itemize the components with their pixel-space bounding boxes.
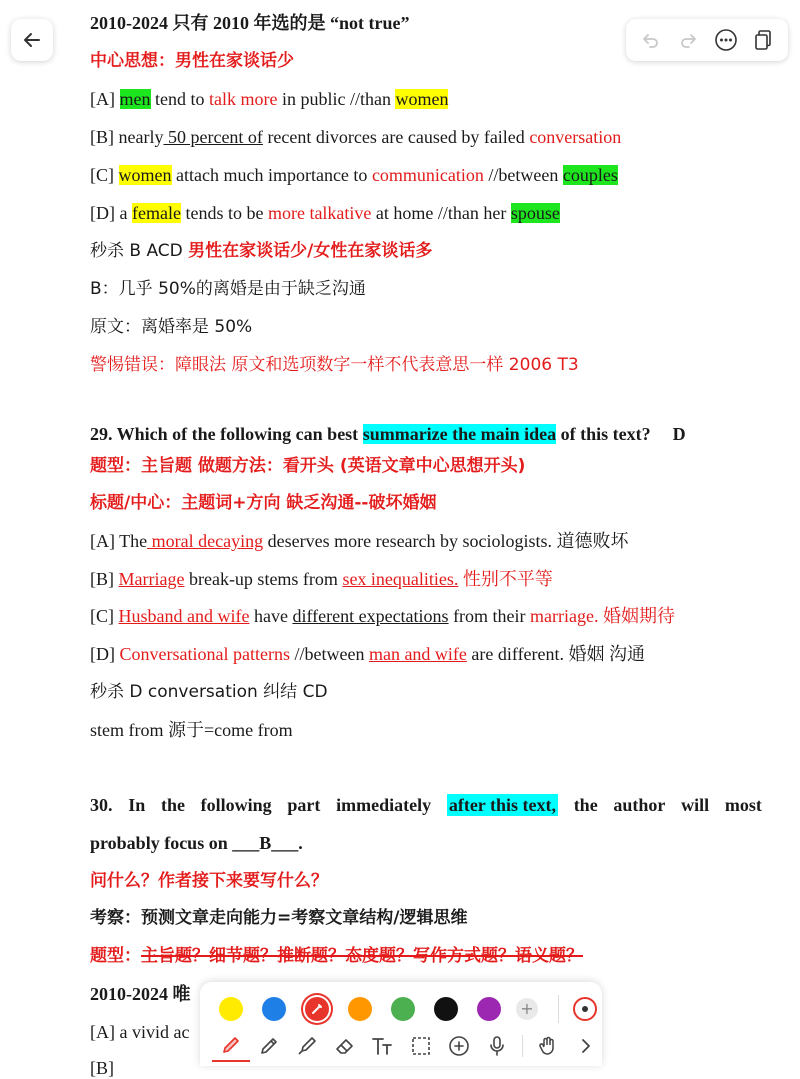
color-swatches: [200, 988, 597, 1030]
divider: [558, 995, 559, 1023]
option-d-28: [D] a female tends to be more talkative at home //than her spouse: [90, 203, 560, 223]
insert-tool[interactable]: [440, 1031, 478, 1061]
redo-button[interactable]: [674, 26, 702, 54]
stroke-dot-icon: [582, 1006, 588, 1012]
microphone-icon: [485, 1034, 509, 1058]
chevron-right-icon: [576, 1036, 596, 1056]
color-purple[interactable]: [477, 997, 501, 1021]
line-examines: 考察：预测文章走向能力=考察文章结构/逻辑思维: [90, 908, 468, 928]
pen-tool[interactable]: [212, 1030, 250, 1062]
pen-palette: [200, 982, 602, 1066]
arrow-left-icon: [22, 30, 42, 50]
line-stem-from: stem from 源于=come from: [90, 720, 293, 740]
highlighter-tool[interactable]: [288, 1031, 326, 1061]
color-black[interactable]: [434, 997, 458, 1021]
add-color-button[interactable]: +: [516, 998, 538, 1020]
highlighter-icon: [295, 1034, 319, 1058]
line-warning: 警惕错误：障眼法 原文和选项数字一样不代表意思一样 2006 T3: [90, 355, 579, 375]
line-year-note-30: 2010-2024 唯: [90, 984, 191, 1004]
color-green[interactable]: [391, 997, 415, 1021]
option-b-30: [B]: [90, 1058, 114, 1078]
hand-icon: [536, 1034, 560, 1058]
line-title-center: 标题/中心：主题词+方向 缺乏沟通--破坏婚姻: [90, 493, 437, 513]
pages-button[interactable]: [749, 26, 777, 54]
eraser-icon: [333, 1034, 357, 1058]
copy-pages-icon: [752, 29, 774, 51]
pencil-tool[interactable]: [250, 1031, 288, 1061]
pen-icon: [219, 1033, 243, 1057]
stroke-size-button[interactable]: [573, 997, 597, 1021]
line-question-type-29: 题型：主旨题 做题方法：看开头 (英语文章中心思想开头): [90, 456, 526, 476]
color-blue[interactable]: [262, 997, 286, 1021]
pen-selected-icon: [305, 997, 329, 1021]
color-orange[interactable]: [348, 997, 372, 1021]
pencil-icon: [257, 1034, 281, 1058]
question-30: 30. In the following part immediately after this text, the author will most: [90, 795, 762, 815]
eraser-tool[interactable]: [326, 1031, 364, 1061]
expand-toolbar-button[interactable]: [567, 1031, 605, 1061]
text-icon: [370, 1034, 396, 1058]
line-main-idea: 中心思想：男性在家谈话少: [90, 51, 294, 71]
option-c-29: [C] Husband and wife have different expectations from their marriage. 婚姻期待: [90, 606, 676, 626]
line-what-asked: 问什么？作者接下来要写什么？: [90, 871, 328, 891]
line-original-text: 原文：离婚率是 50%: [90, 317, 253, 337]
color-red-selected[interactable]: [305, 997, 329, 1021]
line-quick-answer-28: 秒杀 B ACD 男性在家谈话少/女性在家谈话多: [90, 241, 433, 261]
question-29: 29. Which of the following can best summarize the main idea of this text? D: [90, 424, 686, 444]
option-a-28: [A] men tend to talk more in public //than women: [90, 89, 449, 109]
more-icon: [714, 28, 738, 52]
redo-icon: [678, 30, 698, 50]
line-year-note: 2010-2024 只有 2010 年选的是 “not true”: [90, 13, 410, 33]
option-a-30: [A] a vivid ac: [90, 1022, 190, 1042]
line-question-types-30: 题型：主旨题？细节题？推断题？态度题？写作方式题？语义题？: [90, 946, 583, 966]
back-button[interactable]: [11, 19, 53, 61]
top-toolbar: [626, 19, 788, 61]
hand-tool[interactable]: [529, 1031, 567, 1061]
undo-icon: [641, 30, 661, 50]
tool-divider: [522, 1035, 523, 1057]
selection-icon: [409, 1034, 433, 1058]
text-tool[interactable]: [364, 1031, 402, 1061]
option-a-29: [A] The moral decaying deserves more research by sociologists. 道德败坏: [90, 531, 629, 551]
undo-button[interactable]: [637, 26, 665, 54]
color-yellow[interactable]: [219, 997, 243, 1021]
more-button[interactable]: [712, 26, 740, 54]
option-c-28: [C] women attach much importance to communication //between couples: [90, 165, 618, 185]
option-b-28: [B] nearly 50 percent of recent divorces are caused by failed conversation: [90, 127, 622, 147]
line-quick-answer-29: 秒杀 D conversation 纠结 CD: [90, 682, 328, 702]
line-focus-on: probably focus on ___B___.: [90, 833, 303, 853]
tool-row: [212, 1030, 605, 1062]
option-d-29: [D] Conversational patterns //between man and wife are different. 婚姻 沟通: [90, 644, 646, 664]
line-b-explain: B：几乎 50%的离婚是由于缺乏沟通: [90, 279, 366, 299]
lasso-select-tool[interactable]: [402, 1031, 440, 1061]
voice-tool[interactable]: [478, 1031, 516, 1061]
option-b-29: [B] Marriage break-up stems from sex inequalities. 性别不平等: [90, 569, 553, 589]
add-circle-icon: [447, 1034, 471, 1058]
